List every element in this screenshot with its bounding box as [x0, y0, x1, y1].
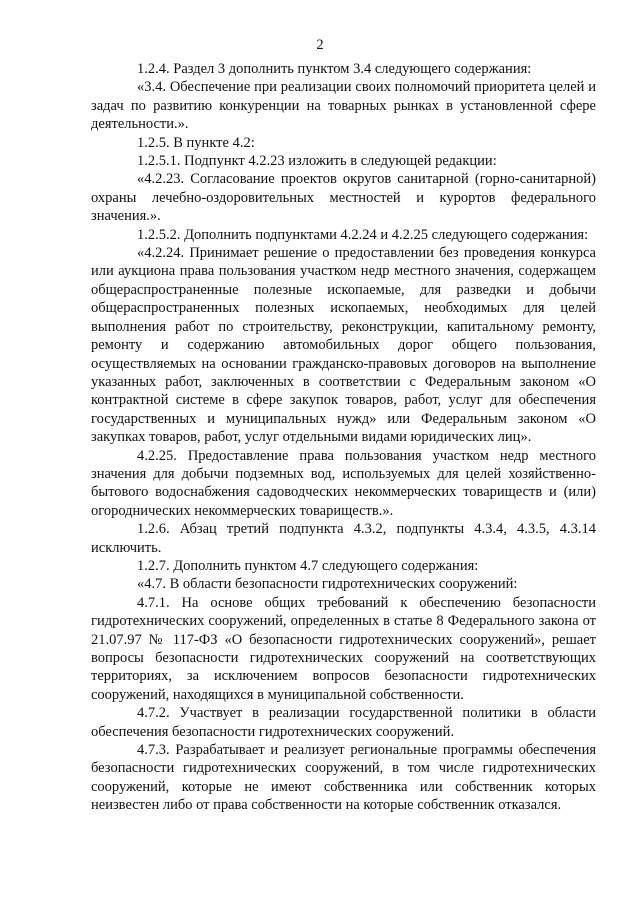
paragraph-4-2-23: «4.2.23. Согласование проектов округов санитарной (горно-санитарной) охраны лечебно-оздоровительных местностей и курортов федерального значения.». — [91, 171, 596, 225]
paragraph-1-2-7: 1.2.7. Дополнить пунктом 4.7 следующего содержания: — [137, 557, 479, 574]
paragraph-1-2-5-2: 1.2.5.2. Дополнить подпунктами 4.2.24 и 4.2.25 следующего содержания: — [137, 226, 589, 243]
page-number: 2 — [316, 37, 324, 53]
paragraph-3-4: «3.4. Обеспечение при реализации своих полномочий приоритета целей и задач по развитию конкуренции на товарных рынках в установленной сфере деятельности.». — [91, 79, 596, 133]
paragraph-1-2-4: 1.2.4. Раздел 3 дополнить пунктом 3.4 следующего содержания: — [137, 61, 532, 77]
paragraph-1-2-6: 1.2.6. Абзац третий подпункта 4.3.2, подпункты 4.3.4, 4.3.5, 4.3.14 исключить. — [91, 521, 596, 556]
paragraph-4-7-2: 4.7.2. Участвует в реализации государственной политики в области обеспечения безопасности гидротехнических сооружений. — [91, 705, 596, 740]
document-body — [91, 60, 596, 815]
paragraph-1-2-5-1: 1.2.5.1. Подпункт 4.2.23 изложить в следующей редакции: — [137, 153, 497, 170]
paragraph-4-2-24: «4.2.24. Принимает решение о предоставлении без проведения конкурса или аукциона права пользования участком недр местного значения, содержащем общераспространенные полезные ископаемые, для разведки и добычи общераспространенных полезных ископаемых, необходимых для целей выполнения работ по строительству, реконструкции, капитальному ремонту, ремонту и содержанию автомобильных дорог общего пользования, осуществляемых на основании гражданско-правовых договоров на выполнение указанных работ, заключенных в соответствии с Федеральным законом «О контрактной системе в сфере закупок товаров, работ, услуг для обеспечения государственных и муниципальных нужд» или Федеральным законом «О закупках товаров, работ, услуг отдельными видами юридических лиц». — [91, 245, 596, 446]
paragraph-4-7: «4.7. В области безопасности гидротехнических сооружений: — [137, 576, 518, 593]
paragraph-4-2-25: 4.2.25. Предоставление права пользования участком недр местного значения для добычи подземных вод, используемых для целей хозяйственно-бытового водоснабжения садоводческих некоммерческих товариществ и (или) огороднических некоммерческих товариществ.». — [91, 447, 596, 519]
paragraph-4-7-1: 4.7.1. На основе общих требований к обеспечению безопасности гидротехнических сооружений, определенных в статье 8 Федерального закона от 21.07.97 № 117-ФЗ «О безопасности гидротехнических сооружений», решает вопросы безопасности гидротехнических сооружений на соответствующих территориях, за исключением вопросов безопасности гидротехнических сооружений, находящихся в муниципальной собственности. — [91, 594, 596, 703]
paragraph-4-7-3: 4.7.3. Разрабатывает и реализует региональные программы обеспечения безопасности гидротехнических сооружений, в том числе гидротехнических сооружений, которые не имеют собственника или собственник которых неизвестен либо от права собственности на которые собственник отказался. — [91, 742, 596, 814]
paragraph-1-2-5: 1.2.5. В пункте 4.2: — [137, 134, 255, 151]
